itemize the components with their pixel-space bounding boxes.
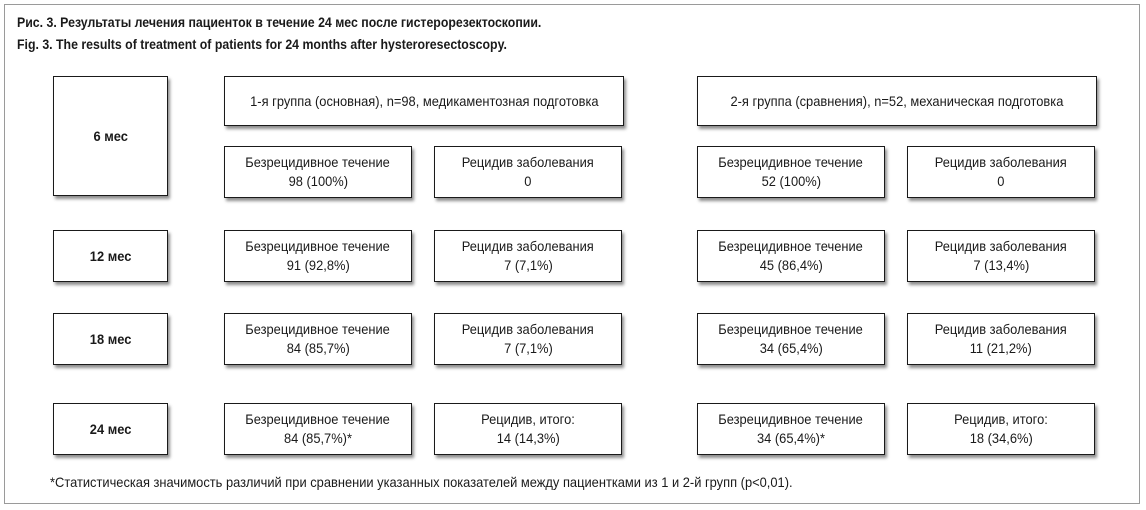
cell-value: 34 (65,4%) xyxy=(759,340,823,356)
caption-en: Fig. 3. The results of treatment of patients for 24 months after hysteroresectoscopy. xyxy=(17,36,507,52)
cell-24-g2-relapse xyxy=(907,403,1095,455)
cell-label: Безрецидивное течение xyxy=(245,238,391,254)
cell-12-g2-relapse xyxy=(907,230,1095,282)
cell-label: Рецидив заболевания xyxy=(461,238,595,254)
cell-18-g1-relapse xyxy=(434,313,622,365)
cell-24-g2-remission xyxy=(697,403,885,455)
cell-24-g1-relapse xyxy=(434,403,622,455)
caption-ru: Рис. 3. Результаты лечения пациенток в течение 24 мес после гистерорезектоскопии. xyxy=(17,14,542,30)
cell-6-g2-remission xyxy=(697,146,885,198)
cell-18-g1-remission xyxy=(224,313,412,365)
footnote: *Статистическая значимость различий при сравнении указанных показателей между пациентками из 1 и 2-й групп (p<0,01). xyxy=(50,474,793,490)
cell-value: 7 (7,1%) xyxy=(503,340,553,356)
cell-label: Рецидив, итого: xyxy=(954,411,1048,427)
period-6 xyxy=(53,76,168,196)
group-2-header xyxy=(697,76,1097,126)
cell-value: 0 xyxy=(997,173,1005,189)
cell-12-g1-remission xyxy=(224,230,412,282)
cell-label: Безрецидивное течение xyxy=(718,154,864,170)
cell-label: Безрецидивное течение xyxy=(718,321,864,337)
cell-label: Рецидив заболевания xyxy=(934,238,1068,254)
cell-label: Безрецидивное течение xyxy=(718,238,864,254)
cell-value: 84 (85,7%)* xyxy=(283,430,353,446)
cell-value: 14 (14,3%) xyxy=(496,430,560,446)
cell-6-g2-relapse xyxy=(907,146,1095,198)
cell-value: 0 xyxy=(524,173,532,189)
cell-value: 45 (86,4%) xyxy=(759,257,823,273)
cell-18-g2-remission xyxy=(697,313,885,365)
cell-value: 98 (100%) xyxy=(288,173,348,189)
cell-label: Безрецидивное течение xyxy=(718,411,864,427)
period-6-label: 6 мес xyxy=(93,127,128,144)
group-1-header xyxy=(224,76,624,126)
cell-value: 34 (65,4%)* xyxy=(756,430,826,446)
period-24 xyxy=(53,403,168,455)
period-18-label: 18 мес xyxy=(89,330,132,347)
period-12-label: 12 мес xyxy=(89,247,132,264)
cell-12-g2-remission xyxy=(697,230,885,282)
cell-value: 11 (21,2%) xyxy=(969,340,1033,356)
cell-label: Безрецидивное течение xyxy=(245,411,391,427)
cell-label: Рецидив заболевания xyxy=(461,321,595,337)
cell-value: 52 (100%) xyxy=(761,173,821,189)
cell-6-g1-remission xyxy=(224,146,412,198)
cell-value: 91 (92,8%) xyxy=(286,257,350,273)
cell-label: Безрецидивное течение xyxy=(245,321,391,337)
cell-18-g2-relapse xyxy=(907,313,1095,365)
group-2-header-text: 2-я группа (сравнения), n=52, механическая подготовка xyxy=(730,92,1064,109)
cell-value: 18 (34,6%) xyxy=(969,430,1033,446)
cell-label: Рецидив заболевания xyxy=(934,321,1068,337)
cell-label: Рецидив заболевания xyxy=(461,154,595,170)
period-18 xyxy=(53,313,168,365)
cell-6-g1-relapse xyxy=(434,146,622,198)
cell-24-g1-remission xyxy=(224,403,412,455)
cell-label: Безрецидивное течение xyxy=(245,154,391,170)
cell-value: 7 (13,4%) xyxy=(973,257,1029,273)
cell-value: 84 (85,7%) xyxy=(286,340,350,356)
cell-12-g1-relapse xyxy=(434,230,622,282)
cell-label: Рецидив заболевания xyxy=(934,154,1068,170)
cell-label: Рецидив, итого: xyxy=(481,411,575,427)
period-24-label: 24 мес xyxy=(89,420,132,437)
cell-value: 7 (7,1%) xyxy=(503,257,553,273)
group-1-header-text: 1-я группа (основная), n=98, медикаментозная подготовка xyxy=(249,92,599,109)
period-12 xyxy=(53,230,168,282)
